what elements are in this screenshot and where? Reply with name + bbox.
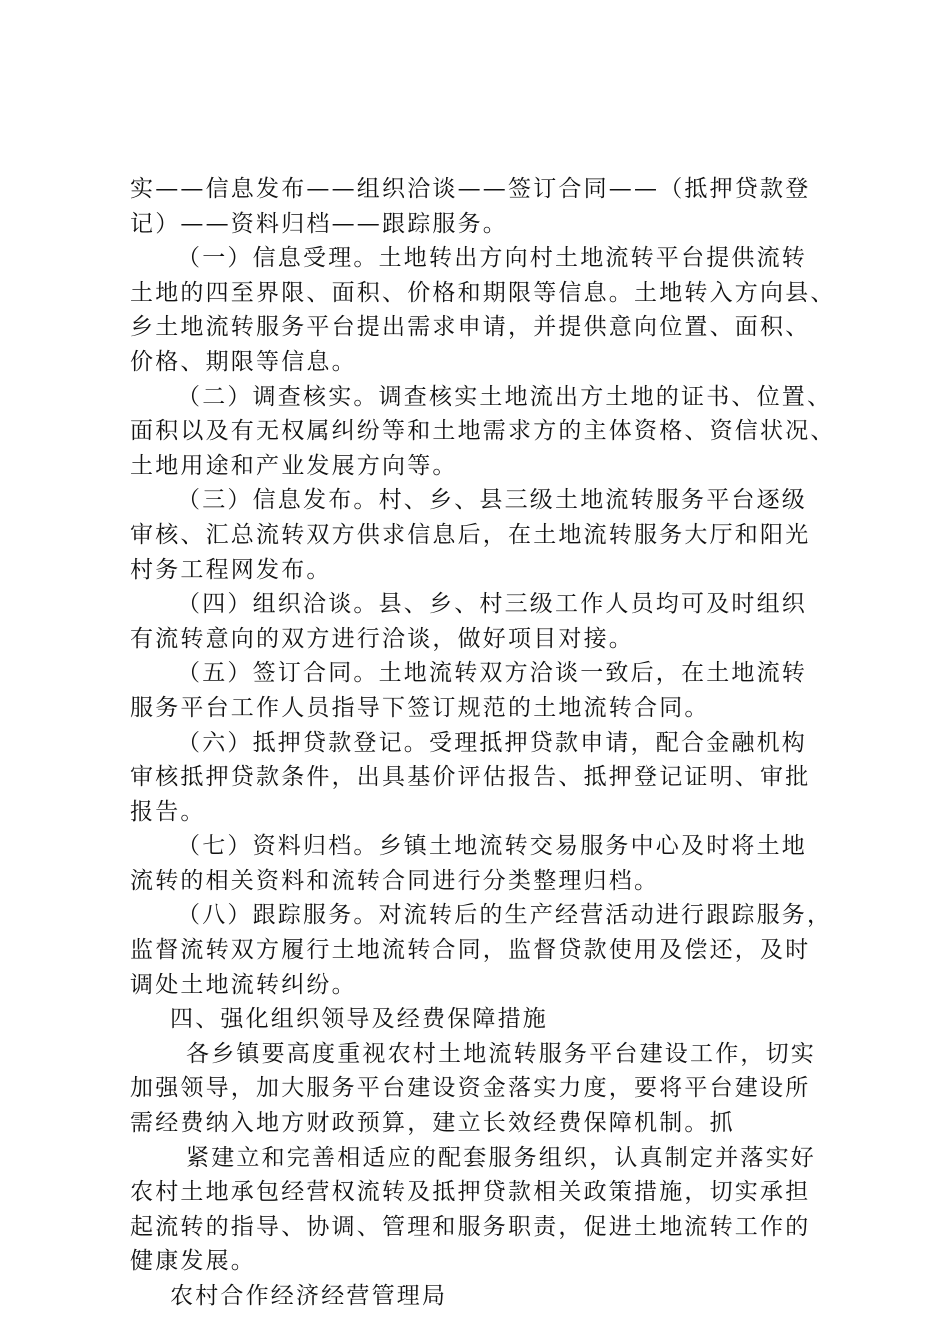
paragraph-start: 各乡镇要高度重视农村土地流转服务平台建设工作，切实 <box>186 1040 816 1067</box>
text-line: 监督流转双方履行土地流转合同，监督贷款使用及偿还，及时 <box>130 937 811 964</box>
paragraph-heading: （四）组织洽谈。县、乡、村三级工作人员均可及时组织 <box>177 591 807 618</box>
text-line: 报告。 <box>130 798 206 825</box>
text-line: 流转的相关资料和流转合同进行分类整理归档。 <box>130 867 660 894</box>
paragraph-heading: （八）跟踪服务。对流转后的生产经营活动进行跟踪服务， <box>177 902 833 929</box>
paragraph-heading: （六）抵押贷款登记。受理抵押贷款申请，配合金融机构 <box>177 729 807 756</box>
text-line: 土地用途和产业发展方向等。 <box>130 452 458 479</box>
paragraph-heading: （一）信息受理。土地转出方向村土地流转平台提供流转 <box>177 245 807 272</box>
text-line: 土地的四至界限、面积、价格和期限等信息。土地转入方向县、 <box>130 279 836 306</box>
paragraph-heading: （七）资料归档。乡镇土地流转交易服务中心及时将土地 <box>177 833 807 860</box>
text-line: 农村土地承包经营权流转及抵押贷款相关政策措施，切实承担 <box>130 1179 811 1206</box>
text-line: 审核抵押贷款条件，出具基价评估报告、抵押登记证明、审批 <box>130 764 811 791</box>
section-heading: 四、强化组织领导及经费保障措施 <box>170 1006 548 1033</box>
text-line: 价格、期限等信息。 <box>130 348 357 375</box>
text-line: 实——信息发布——组织洽谈——签订合同——（抵押贷款登 <box>130 176 811 202</box>
text-line: 起流转的指导、协调、管理和服务职责，促进土地流转工作的 <box>130 1213 811 1240</box>
text-line: 审核、汇总流转双方供求信息后，在土地流转服务大厅和阳光 <box>130 521 811 548</box>
paragraph-heading: （五）签订合同。土地流转双方洽谈一致后，在土地流转 <box>177 660 807 687</box>
paragraph-start: 紧建立和完善相适应的配套服务组织，认真制定并落实好 <box>186 1144 816 1171</box>
document-body <box>130 172 835 1314</box>
text-line: 健康发展。 <box>130 1248 256 1275</box>
text-line: 有流转意向的双方进行洽谈，做好项目对接。 <box>130 625 634 652</box>
paragraph-heading: （三）信息发布。村、乡、县三级土地流转服务平台逐级 <box>177 487 807 514</box>
text-line: 面积以及有无权属纠纷等和土地需求方的主体资格、资信状况、 <box>130 418 836 445</box>
text-line: 乡土地流转服务平台提出需求申请，并提供意向位置、面积、 <box>130 314 811 341</box>
signature-org: 农村合作经济经营管理局 <box>170 1283 448 1309</box>
text-line: 服务平台工作人员指导下签订规范的土地流转合同。 <box>130 694 710 721</box>
text-line: 村务工程网发布。 <box>130 556 332 583</box>
text-line: 调处土地流转纠纷。 <box>130 971 357 998</box>
paragraph-heading: （二）调查核实。调查核实土地流出方土地的证书、位置、 <box>177 383 833 410</box>
text-line: 记）——资料归档——跟踪服务。 <box>130 210 508 237</box>
text-line: 需经费纳入地方财政预算，建立长效经费保障机制。抓 <box>130 1110 735 1137</box>
text-line: 加强领导，加大服务平台建设资金落实力度，要将平台建设所 <box>130 1075 811 1102</box>
